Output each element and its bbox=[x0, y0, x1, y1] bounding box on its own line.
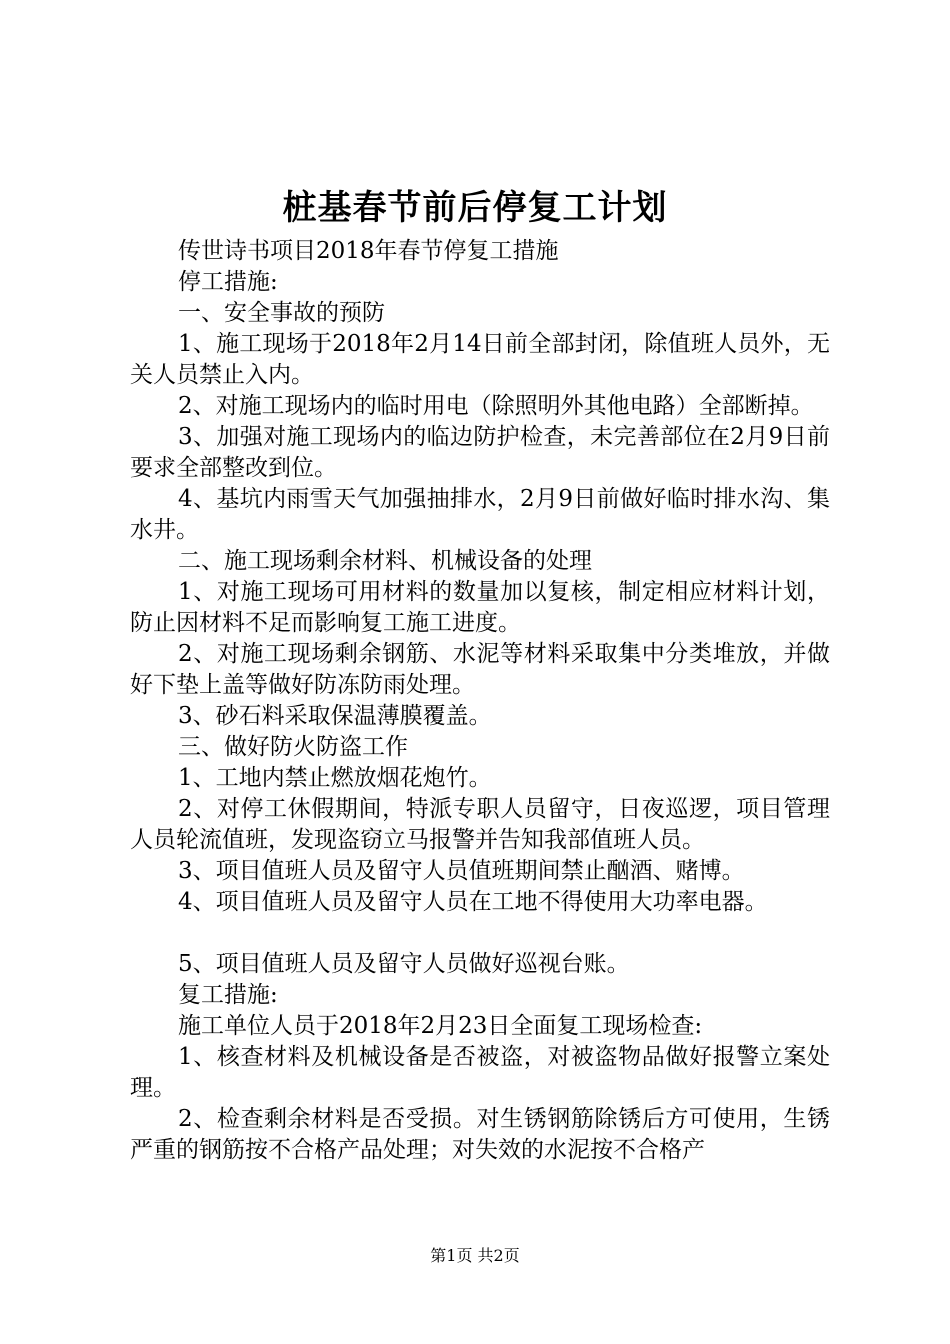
paragraph: 4、基坑内雨雪天气加强抽排水，2月9日前做好临时排水沟、集水井。 bbox=[130, 486, 830, 543]
document-body bbox=[130, 236, 830, 1166]
paragraph: 施工单位人员于2018年2月23日全面复工现场检查: bbox=[178, 1013, 703, 1039]
paragraph: 1、工地内禁止燃放烟花炮竹。 bbox=[178, 765, 492, 791]
paragraph: 2、对施工现场剩余钢筋、水泥等材料采取集中分类堆放，并做好下垫上盖等做好防冻防雨处理。 bbox=[130, 641, 830, 698]
paragraph: 复工措施: bbox=[178, 982, 278, 1008]
paragraph: 5、项目值班人员及留守人员做好巡视台账。 bbox=[178, 951, 630, 977]
page-number-footer: 第1页 共2页 bbox=[430, 1246, 520, 1265]
paragraph: 1、施工现场于2018年2月14日前全部封闭，除值班人员外，无关人员禁止入内。 bbox=[130, 331, 830, 388]
paragraph: 1、核查材料及机械设备是否被盗，对被盗物品做好报警立案处理。 bbox=[130, 1044, 830, 1101]
paragraph: 一、安全事故的预防 bbox=[178, 300, 385, 326]
paragraph: 传世诗书项目2018年春节停复工措施 bbox=[178, 238, 559, 264]
document-title: 桩基春节前后停复工计划 bbox=[282, 188, 668, 228]
paragraph: 3、砂石料采取保温薄膜覆盖。 bbox=[178, 703, 492, 729]
paragraph: 2、检查剩余材料是否受损。对生锈钢筋除锈后方可使用，生锈严重的钢筋按不合格产品处理；对失效的水泥按不合格产 bbox=[130, 1106, 830, 1163]
paragraph: 4、项目值班人员及留守人员在工地不得使用大功率电器。 bbox=[178, 889, 768, 915]
paragraph: 2、对停工休假期间，特派专职人员留守，日夜巡逻，项目管理人员轮流值班，发现盗窃立马报警并告知我部值班人员。 bbox=[130, 796, 830, 853]
paragraph: 二、施工现场剩余材料、机械设备的处理 bbox=[178, 548, 592, 574]
paragraph: 3、项目值班人员及留守人员值班期间禁止酗酒、赌博。 bbox=[178, 858, 745, 884]
paragraph: 停工措施: bbox=[178, 269, 278, 295]
paragraph: 三、做好防火防盗工作 bbox=[178, 734, 408, 760]
paragraph: 3、加强对施工现场内的临边防护检查，未完善部位在2月9日前要求全部整改到位。 bbox=[130, 424, 830, 481]
paragraph: 2、对施工现场内的临时用电（除照明外其他电路）全部断掉。 bbox=[178, 393, 814, 419]
paragraph: 1、对施工现场可用材料的数量加以复核，制定相应材料计划，防止因材料不足而影响复工施工进度。 bbox=[130, 579, 830, 636]
